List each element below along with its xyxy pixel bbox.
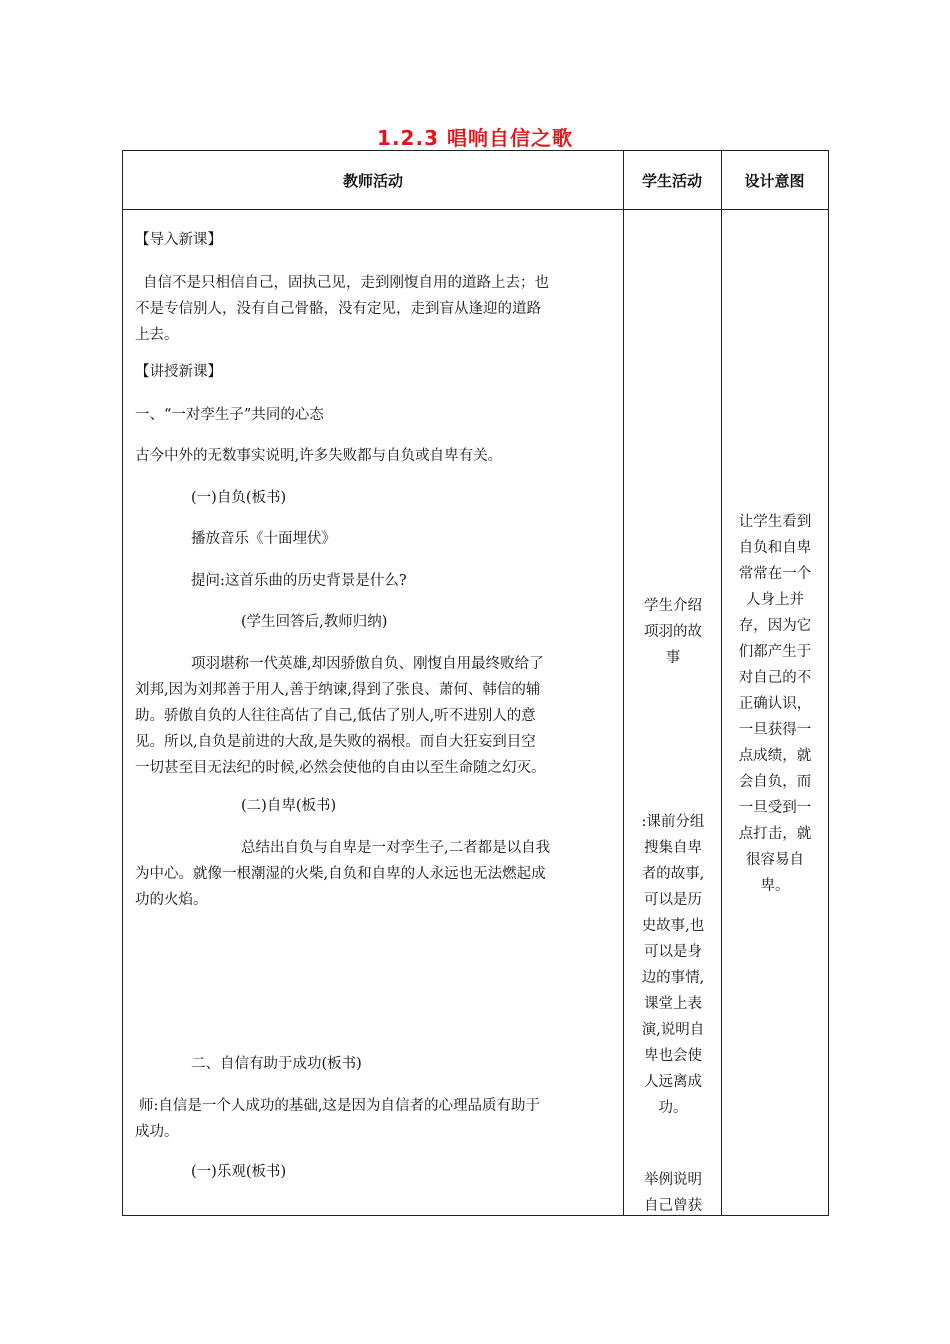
student-activity-line: 自己曾获 bbox=[644, 1198, 702, 1214]
student-activity-line: 人远离成 bbox=[644, 1074, 702, 1090]
design-intent-line: 一旦获得一 bbox=[738, 722, 812, 738]
section-two-heading: 二、自信有助于成功(板书) bbox=[191, 1056, 362, 1072]
column-divider bbox=[623, 151, 624, 1215]
student-activity-line: 举例说明 bbox=[644, 1172, 702, 1188]
student-activity-line: 项羽的故 bbox=[644, 624, 702, 640]
student-activity-line: 功。 bbox=[658, 1100, 688, 1116]
summary-text-line: 为中心。就像一根潮湿的火柴,自负和自卑的人永远也无法燃起成 bbox=[135, 866, 546, 882]
student-activity-line: 演,说明自 bbox=[641, 1022, 705, 1038]
question-prompt: 提问:这首乐曲的历史背景是什么? bbox=[191, 573, 407, 589]
story-text-line: 助。骄傲自负的人往往高估了自己,低估了别人,听不进别人的意 bbox=[135, 708, 536, 724]
header-divider bbox=[123, 209, 828, 210]
design-intent-line: 会自负，而 bbox=[738, 774, 812, 790]
new-lesson-heading: 【讲授新课】 bbox=[135, 364, 222, 380]
story-text-line: 项羽堪称一代英雄,却因骄傲自负、刚愎自用最终败给了 bbox=[191, 656, 544, 672]
section-one-heading: 一、“一对孪生子”共同的心态 bbox=[135, 407, 324, 423]
document-title: 1.2.3 唱响自信之歌 bbox=[377, 126, 573, 150]
student-activity-line: 卑也会使 bbox=[644, 1048, 702, 1064]
subsection-inferiority: (二)自卑(板书) bbox=[241, 798, 337, 814]
design-intent-line: 让学生看到 bbox=[738, 514, 812, 530]
intro-text-line: 自信不是只相信自己，固执己见，走到刚愎自用的道路上去；也 bbox=[143, 275, 549, 291]
design-intent-line: 们都产生于 bbox=[738, 644, 812, 660]
design-intent-line: 正确认识， bbox=[738, 696, 812, 712]
intro-heading: 【导入新课】 bbox=[135, 232, 222, 248]
student-activity-line: 可以是历 bbox=[644, 892, 702, 908]
student-activity-line: 者的故事, bbox=[641, 866, 705, 882]
design-intent-line: 人身上并 bbox=[746, 592, 804, 608]
design-intent-line: 一旦受到一 bbox=[738, 800, 812, 816]
story-text-line: 刘邦,因为刘邦善于用人,善于纳谏,得到了张良、萧何、韩信的辅 bbox=[135, 682, 541, 698]
student-activity-line: 学生介绍 bbox=[644, 598, 702, 614]
music-activity: 播放音乐《十面埋伏》 bbox=[191, 531, 336, 547]
design-intent-line: 点打击，就 bbox=[738, 826, 812, 842]
intro-text-line: 不是专信别人，没有自己骨骼，没有定见，走到盲从逢迎的道路 bbox=[135, 301, 541, 317]
student-activity-line: 边的事情, bbox=[641, 970, 705, 986]
design-intent-line: 很容易自 bbox=[746, 852, 804, 868]
story-text-line: 一切甚至目无法纪的时候,必然会使他的自由以至生命随之幻灭。 bbox=[135, 760, 546, 776]
student-activity-line: 搜集自卑 bbox=[644, 840, 702, 856]
column-divider bbox=[721, 151, 722, 1215]
section-one-text: 古今中外的无数事实说明,许多失败都与自负或自卑有关。 bbox=[135, 448, 503, 464]
design-intent-line: 存，因为它 bbox=[738, 618, 812, 634]
design-intent-line: 卑。 bbox=[760, 878, 790, 894]
lesson-table bbox=[122, 150, 829, 1216]
header-design-intent: 设计意图 bbox=[744, 171, 805, 190]
answer-note: (学生回答后,教师归纳) bbox=[241, 614, 388, 630]
subsection-arrogance: (一)自负(板书) bbox=[191, 490, 287, 506]
section-two-text-line: 师:自信是一个人成功的基础,这是因为自信者的心理品质有助于 bbox=[139, 1098, 540, 1114]
header-student-activity: 学生活动 bbox=[641, 171, 702, 190]
design-intent-line: 常常在一个 bbox=[738, 566, 812, 582]
design-intent-line: 对自己的不 bbox=[738, 670, 812, 686]
header-teacher-activity: 教师活动 bbox=[342, 171, 403, 190]
design-intent-line: 自负和自卑 bbox=[738, 540, 812, 556]
summary-text-line: 总结出自负与自卑是一对孪生子,二者都是以自我 bbox=[241, 840, 551, 856]
section-two-text-line: 成功。 bbox=[135, 1124, 179, 1140]
student-activity-line: 史故事,也 bbox=[641, 918, 705, 934]
summary-text-line: 功的火焰。 bbox=[135, 892, 208, 908]
story-text-line: 见。所以,自负是前进的大敌,是失败的祸根。而自大狂妄到目空 bbox=[135, 734, 536, 750]
student-activity-line: :课前分组 bbox=[641, 814, 705, 830]
student-activity-line: 可以是身 bbox=[644, 944, 702, 960]
intro-text-line: 上去。 bbox=[135, 327, 179, 343]
student-activity-line: 事 bbox=[665, 650, 681, 666]
subsection-optimism: (一)乐观(板书) bbox=[191, 1164, 287, 1180]
design-intent-line: 点成绩，就 bbox=[738, 748, 812, 764]
student-activity-line: 课堂上表 bbox=[644, 996, 702, 1012]
